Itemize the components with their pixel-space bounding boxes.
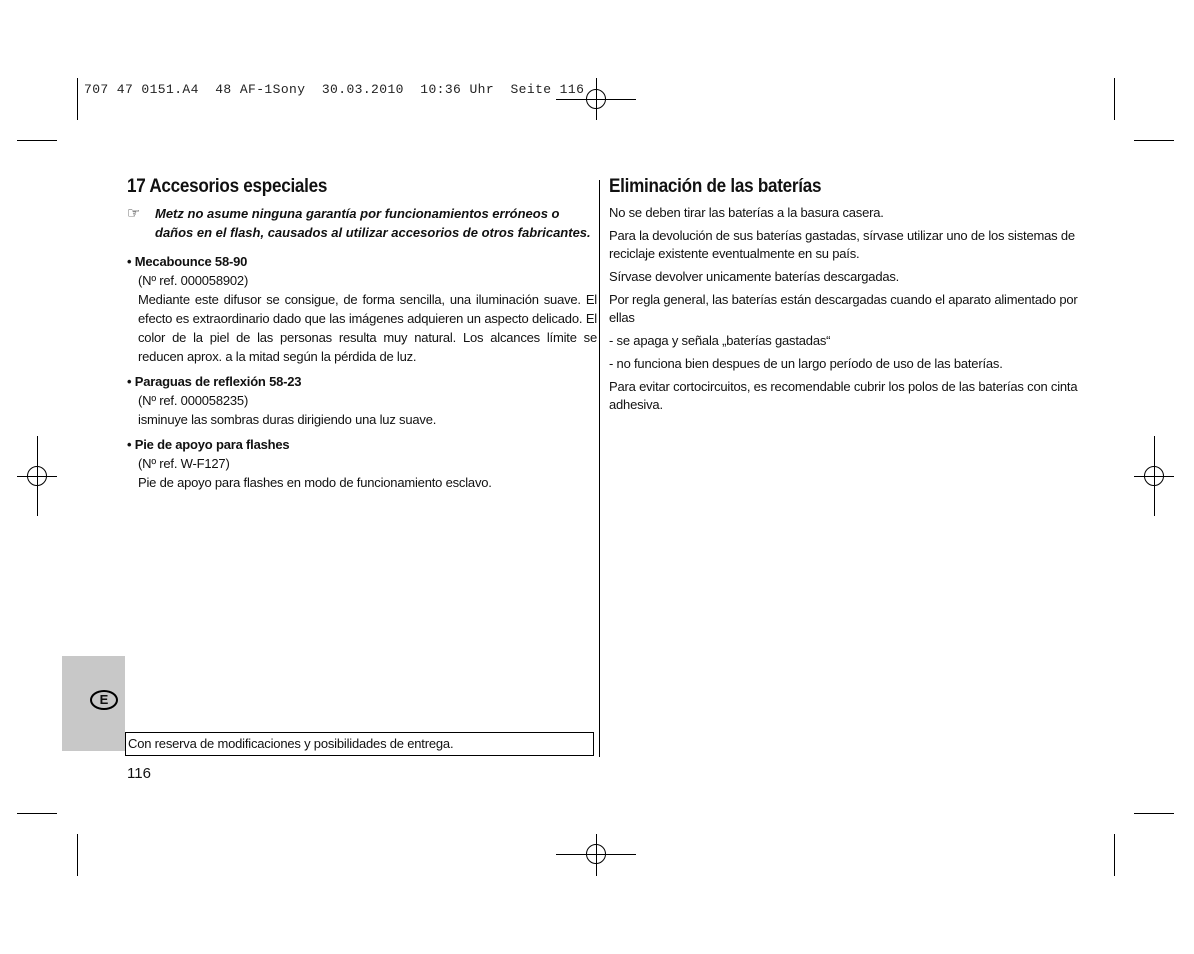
battery-paragraph: - no funciona bien despues de un largo período de uso de las baterías. — [609, 356, 1003, 371]
crop-mark — [1134, 813, 1174, 814]
crop-mark — [17, 140, 57, 141]
accessory-description: Pie de apoyo para flashes en modo de funcionamiento esclavo. — [138, 475, 492, 490]
battery-paragraph: - se apaga y señala „baterías gastadas“ — [609, 333, 831, 348]
battery-paragraph: No se deben tirar las baterías a la basura casera. — [609, 205, 884, 220]
language-badge: E — [90, 690, 118, 710]
crop-mark — [1134, 140, 1174, 141]
accessory-ref: (Nº ref. W-F127) — [138, 456, 230, 471]
page-number: 116 — [127, 765, 151, 782]
accessory-ref: (Nº ref. 000058902) — [138, 273, 249, 288]
column-divider — [599, 180, 600, 757]
warning-note — [127, 204, 597, 242]
accessory-item — [127, 252, 597, 366]
battery-paragraph: Para la devolución de sus baterías gastadas, sírvase utilizar uno de los sistemas de reciclaje existente eventualmente en su país. — [609, 228, 1075, 261]
battery-paragraph: Por regla general, las baterías están descargadas cuando el aparato alimentado por ellas — [609, 292, 1078, 325]
print-header: 707 47 0151.A4 48 AF-1Sony 30.03.2010 10:36 Uhr Seite 116 — [84, 82, 585, 97]
crop-mark — [1114, 78, 1115, 120]
accessory-title: • Pie de apoyo para flashes — [127, 437, 290, 452]
accessory-item — [127, 372, 597, 429]
accessory-description: isminuye las sombras duras dirigiendo una luz suave. — [138, 412, 437, 427]
left-column — [127, 176, 597, 498]
crop-mark — [17, 813, 57, 814]
right-column — [609, 176, 1089, 419]
crop-mark — [77, 78, 78, 120]
accessory-title: • Mecabounce 58-90 — [127, 254, 248, 269]
footer-note: Con reserva de modificaciones y posibilidades de entrega. — [125, 732, 594, 756]
accessory-ref: (Nº ref. 000058235) — [138, 393, 249, 408]
crop-mark — [77, 834, 78, 876]
section-heading-batteries: Eliminación de las baterías — [609, 176, 822, 197]
crop-mark — [1114, 834, 1115, 876]
battery-paragraph: Sírvase devolver unicamente baterías descargadas. — [609, 269, 900, 284]
section-heading-accessories: 17 Accesorios especiales — [127, 176, 328, 197]
accessory-title: • Paraguas de reflexión 58-23 — [127, 374, 302, 389]
accessory-item — [127, 435, 597, 492]
battery-paragraph: Para evitar cortocircuitos, es recomendable cubrir los polos de las baterías con cinta adhesiva. — [609, 379, 1078, 412]
warning-note-text: Metz no asume ninguna garantía por funcionamientos erróneos o daños en el flash, causados al utilizar accesorios de otros fabricantes. — [155, 206, 591, 240]
pointing-hand-icon: ☞ — [127, 205, 141, 222]
accessory-description: Mediante este difusor se consigue, de forma sencilla, una iluminación suave. El efecto es extraordinario dado que las imágenes adquieren un aspecto delicado. El color de la piel de las personas resulta muy natural. Los alcances límite se reducen aprox. a la mitad según la pérdida de luz. — [138, 292, 597, 364]
